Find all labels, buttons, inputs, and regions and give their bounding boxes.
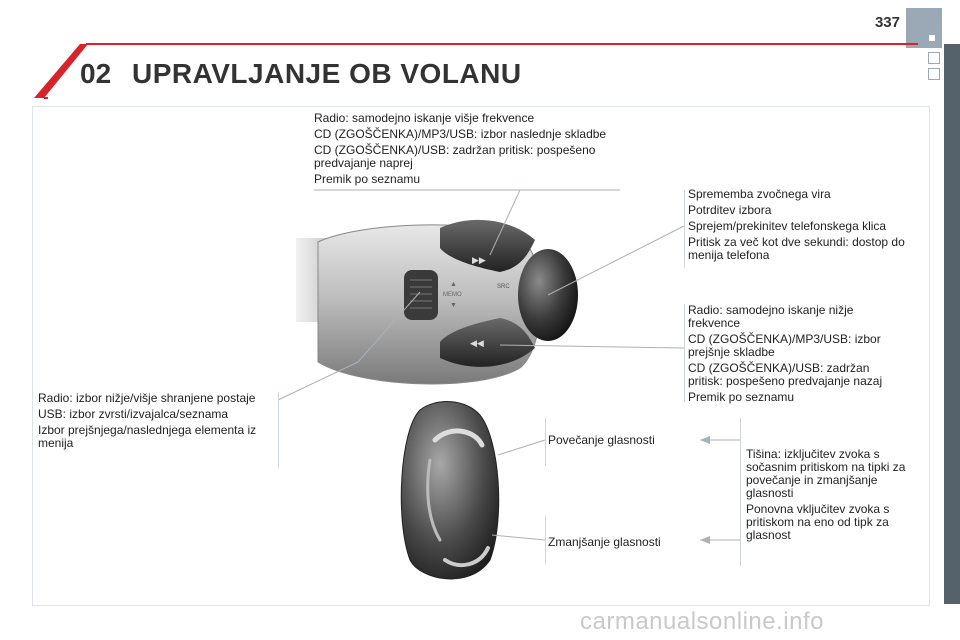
callout-thumbwheel <box>38 392 276 453</box>
callout-line: Premik po seznamu <box>314 172 421 186</box>
callout-volume-up <box>548 434 688 450</box>
callout-line: CD (ZGOŠČENKA)/USB: zadržan pritisk: pospešeno predvajanje nazaj <box>688 361 883 388</box>
callout-rule <box>545 516 546 564</box>
callout-line: CD (ZGOŠČENKA)/MP3/USB: izbor naslednje skladbe <box>314 127 607 141</box>
callout-line: CD (ZGOŠČENKA)/MP3/USB: izbor prejšnje skladbe <box>688 332 881 359</box>
memo-up-icon: ▲ <box>450 281 457 288</box>
callout-rule <box>740 418 741 566</box>
fast-forward-icon: ▶▶ <box>472 256 486 266</box>
callout-line: Potrditev izbora <box>688 203 772 217</box>
callout-line: CD (ZGOŠČENKA)/USB: zadržan pritisk: pospešeno predvajanje naprej <box>314 143 596 170</box>
callout-line: USB: izbor zvrsti/izvajalca/seznama <box>38 407 229 421</box>
callout-line: Sprejem/prekinitev telefonskega klica <box>688 219 887 233</box>
callout-line: Sprememba zvočnega vira <box>688 187 831 201</box>
callout-line: Pritisk za več kot dve sekundi: dostop do menija telefona <box>688 235 905 262</box>
memo-down-icon: ▼ <box>450 302 457 309</box>
src-label: SRC <box>497 284 510 290</box>
arrow-left-icon <box>700 536 710 544</box>
callout-rule <box>684 190 685 268</box>
callout-line: Zmanjšanje glasnosti <box>548 535 661 549</box>
callout-source <box>688 188 910 265</box>
watermark: carmanualsonline.info <box>580 608 824 635</box>
page-number: 337 <box>874 14 900 31</box>
callout-line: Radio: samodejno iskanje nižje frekvence <box>688 303 854 330</box>
callout-line: Radio: izbor nižje/višje shranjene postaje <box>38 391 256 405</box>
callout-line: Premik po seznamu <box>688 390 795 404</box>
thumbwheel[interactable] <box>404 270 438 320</box>
arrow-left-icon <box>700 436 710 444</box>
callout-rule <box>545 418 546 466</box>
callout-line: Povečanje glasnosti <box>548 433 655 447</box>
callout-line: Izbor prejšnjega/naslednjega elementa iz menija <box>38 423 257 450</box>
rewind-icon: ◀◀ <box>470 339 484 349</box>
callout-line: Radio: samodejno iskanje višje frekvence <box>314 111 535 125</box>
callout-previous-track <box>688 304 904 407</box>
memo-label: MEMO <box>443 292 462 298</box>
callout-volume-down <box>548 536 688 552</box>
page-title: UPRAVLJANJE OB VOLANU <box>132 58 522 89</box>
callout-line: Ponovna vključitev zvoka s pritiskom na eno od tipk za glasnost <box>746 502 890 542</box>
chapter-number: 02 <box>80 58 112 89</box>
callout-next-track <box>314 112 634 189</box>
callout-mute <box>746 448 914 545</box>
callout-rule <box>684 304 685 402</box>
callout-rule <box>278 392 279 468</box>
callout-line: Tišina: izključitev zvoka s sočasnim pritiskom na tipki za povečanje in zmanjšanje glasnosti <box>746 447 906 500</box>
